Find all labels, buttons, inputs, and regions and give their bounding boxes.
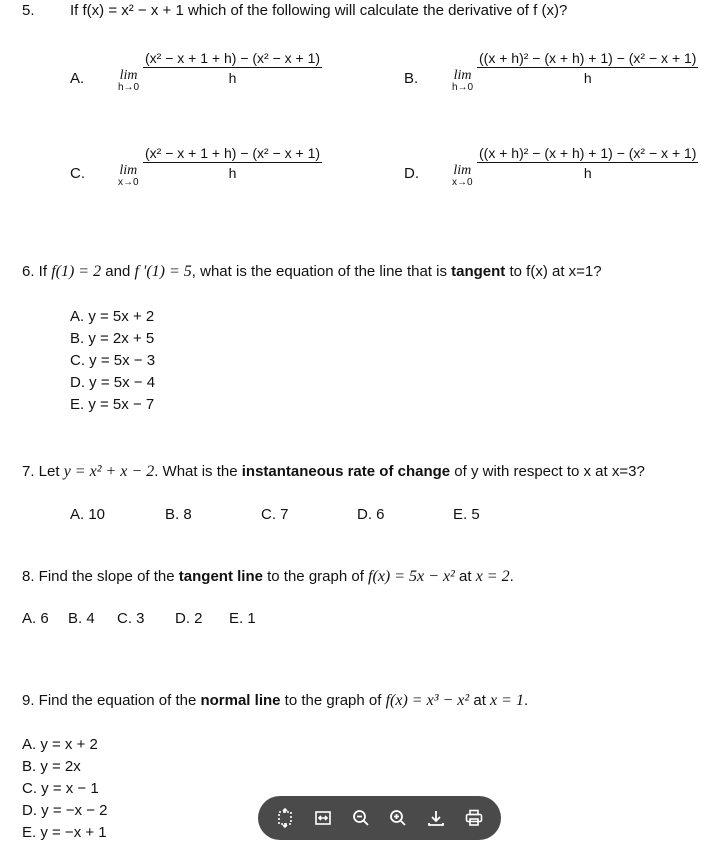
q8-prompt: 8. Find the slope of the tangent line to the graph of f(x) = 5x − x² at x = 2. (22, 568, 514, 585)
q7-option-e: E. 5 (453, 506, 480, 523)
q7-option-d: D. 6 (357, 506, 385, 523)
q7-option-b: B. 8 (165, 506, 192, 523)
q5-option-b-fraction: $\frac{\text{((x + h)² − (x + h) + 1) − (x² − x + 1)}}{h}$ (479, 50, 697, 86)
q5-option-a-fraction: $\frac{\text{(x² − x + 1 + h) − (x² − x + 1)}}{h}$ (145, 50, 321, 86)
zoom-out-button[interactable] (348, 805, 374, 831)
q5-option-d-letter: D. (404, 165, 419, 182)
q5-number: 5. (22, 2, 35, 19)
q5-option-b-limit: lim h→0 (452, 68, 474, 93)
q5-option-c-letter: C. (70, 165, 85, 182)
zoom-in-icon (388, 808, 408, 828)
print-icon (464, 808, 484, 828)
q9-option-e: E. y = −x + 1 (22, 824, 107, 841)
q5-option-a-limit: lim h→0 (118, 68, 140, 93)
q5-option-c-fraction: $\frac{\text{(x² − x + 1 + h) − (x² − x + 1)}}{h}$ (145, 145, 321, 181)
q7-prompt: 7. Let y = x² + x − 2. What is the instantaneous rate of change of y with respect to x at x=3? (22, 463, 645, 480)
q8-option-a: A. 6 (22, 610, 49, 627)
q9-option-d: D. y = −x − 2 (22, 802, 108, 819)
q8-option-b: B. 4 (68, 610, 95, 627)
q6-option-d: D. y = 5x − 4 (70, 374, 156, 391)
print-button[interactable] (461, 805, 487, 831)
q6-prompt: 6. If f(1) = 2 and f '(1) = 5, what is the equation of the line that is tangent to f(x) at x=1? (22, 263, 602, 280)
q8-option-d: D. 2 (175, 610, 203, 627)
q5-option-b-letter: B. (404, 70, 419, 87)
fit-page-icon (275, 808, 295, 828)
q7-option-c: C. 7 (261, 506, 289, 523)
zoom-out-icon (351, 808, 371, 828)
q9-option-a: A. y = x + 2 (22, 736, 98, 753)
q9-option-c: C. y = x − 1 (22, 780, 99, 797)
q9-option-b: B. y = 2x (22, 758, 81, 775)
q5-prompt: If f(x) = x² − x + 1 which of the following will calculate the derivative of f (x)? (70, 2, 568, 19)
q6-option-c: C. y = 5x − 3 (70, 352, 156, 369)
q5-option-d-limit: lim x→0 (452, 163, 473, 188)
q5-option-a-letter: A. (70, 70, 85, 87)
q9-prompt: 9. Find the equation of the normal line to the graph of f(x) = x³ − x² at x = 1. (22, 692, 529, 709)
viewer-toolbar (258, 796, 501, 840)
download-button[interactable] (423, 805, 449, 831)
fit-width-button[interactable] (310, 805, 336, 831)
q6-option-e: E. y = 5x − 7 (70, 396, 155, 413)
q5-option-d-fraction: $\frac{\text{((x + h)² − (x + h) + 1) − (x² − x + 1)}}{h}$ (479, 145, 697, 181)
zoom-in-button[interactable] (385, 805, 411, 831)
q8-option-c: C. 3 (117, 610, 145, 627)
fit-width-icon (313, 808, 333, 828)
fit-page-button[interactable] (272, 805, 298, 831)
q6-option-b: B. y = 2x + 5 (70, 330, 155, 347)
q6-option-a: A. y = 5x + 2 (70, 308, 155, 325)
q8-option-e: E. 1 (229, 610, 256, 627)
q7-option-a: A. 10 (70, 506, 106, 523)
download-icon (426, 808, 446, 828)
q5-option-c-limit: lim x→0 (118, 163, 139, 188)
